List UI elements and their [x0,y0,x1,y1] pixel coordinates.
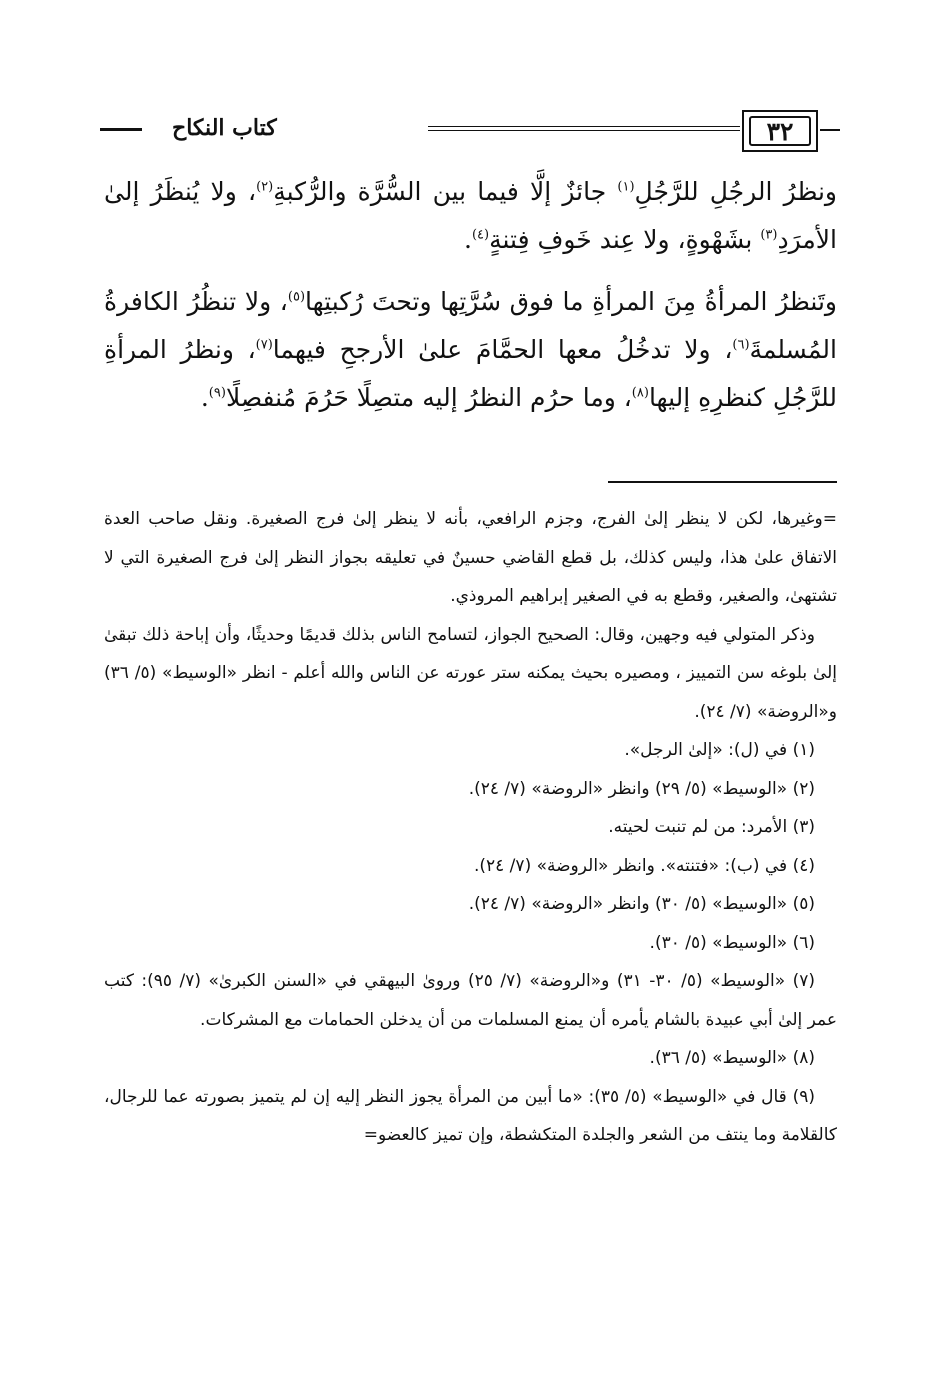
header-rule-right [820,129,840,131]
footnote-2: (٢) «الوسيط» (٥/ ٢٩) وانظر «الروضة» (٧/ ٢٤). [468,778,815,799]
footnote-continuation: =وغيرها، لكن لا ينظر إلىٰ الفرج، وجزم الرافعي، بأنه لا ينظر إلىٰ فرج الصغيرة. ونقل صاحب العدة الاتفاق علىٰ هذا، وليس كذلك، بل قطع القاضي حسينٌ في تعليقه بجواز النظر إلىٰ فرج الصغيرة التي لا تشتهىٰ، والصغير، وقطع به في الصغير إبراهيم المروذي. [104,509,837,606]
running-title: كتاب النكاح [172,115,277,141]
footnote-separator [608,481,837,483]
footnote-3: (٣) الأمرد: من لم تنبت لحيته. [608,817,815,837]
footnote-5: (٥) «الوسيط» (٥/ ٣٠) وانظر «الروضة» (٧/ ٢٤). [468,894,815,914]
main-paragraph-1 [104,168,837,264]
page-number: ٣٢ [766,117,794,146]
footnote-marker: (٣) [760,227,778,243]
main-text-segment: ، وما حرُم النظرُ إليه متصِلًا حَرُمَ مُنفصِلًا [225,383,632,412]
main-text-segment: بشَهْوةٍ، ولا عِند خَوفِ فِتنةٍ [489,225,761,254]
main-text-segment: ، ولا تنظُرُ الكافرةُ المُسلمةَ [104,287,837,364]
footnote-continuation: وذكر المتولي فيه وجهين، وقال: الصحيح الجواز، لتسامح الناس بذلك قديمًا وحديثًا، وأن إباحة ذلك تبقىٰ إلىٰ بلوغه سن التمييز ، ومصيره بحيث يمكنه ستر عورته عن الناس والله أعلم - انظر «الوسيط» (٥/ ٣٦) و«الروضة» (٧/ ٢٤). [104,624,837,722]
main-text-segment: وتَنظرُ المرأةُ مِنَ المرأةِ ما فوق سُرَّتِها وتحتَ رُكبتِها [305,287,837,316]
footnote-marker: (٤) [471,227,490,243]
main-text-segment: ، ولا تدخُلُ معها الحمَّامَ علىٰ الأرجحِ فيهما [272,335,733,364]
main-text-segment: ونظرُ الرجُلِ للرَّجُلِ [634,177,837,206]
header-rule-left [100,128,142,131]
main-text-segment: ، ونظرُ المرأةِ للرَّجُلِ كنظرِهِ إليها [104,335,837,412]
main-text-segment: . [200,383,209,412]
footnote-7: (٧) «الوسيط» (٥/ ٣٠- ٣١) و«الروضة» (٧/ ٢٥) وروىٰ البيهقي في «السنن الكبرىٰ» (٧/ ٩٥): كتب عمر إلىٰ أبي عبيدة بالشام يأمره أن يمنع المسلمات من أن يدخلن الحمامات مع المشركات. [104,971,837,1030]
main-text-segment: ، ولا يُنظَرُ إلىٰ الأمرَدِ [104,177,837,254]
main-text-segment: . [463,225,472,254]
main-text-segment: جائزٌ إلَّا فيما بين السُّرَّة والرُّكبةِ [273,177,618,206]
main-text [104,168,837,422]
footnote-marker: (٧) [255,337,273,353]
footnote-marker: (٢) [256,179,274,195]
footnote-8: (٨) «الوسيط» (٥/ ٣٦). [649,1048,815,1068]
footnote-4: (٤) في (ب): «فتنته». وانظر «الروضة» (٧/ ٢٤). [473,855,815,876]
header-rule-middle [428,126,740,131]
page-header [100,108,840,158]
footnotes [104,500,837,1155]
footnote-marker: (٩) [208,385,226,401]
footnote-marker: (٦) [732,337,750,353]
footnote-marker: (١) [617,179,635,195]
page-number-frame [742,110,818,152]
footnote-marker: (٨) [631,385,649,401]
footnote-1: (١) في (ل): «إلىٰ الرجل». [624,740,815,760]
footnote-6: (٦) «الوسيط» (٥/ ٣٠). [649,932,815,953]
footnote-marker: (٥) [287,289,306,305]
main-paragraph-2 [104,278,837,422]
footnote-9: (٩) قال في «الوسيط» (٥/ ٣٥): «ما أبين من المرأة يجوز النظر إليه إن لم يتميز بصورته عما للرجال، كالقلامة وما ينتف من الشعر والجلدة المتكشطة، وإن تميز كالعضو= [104,1086,837,1145]
